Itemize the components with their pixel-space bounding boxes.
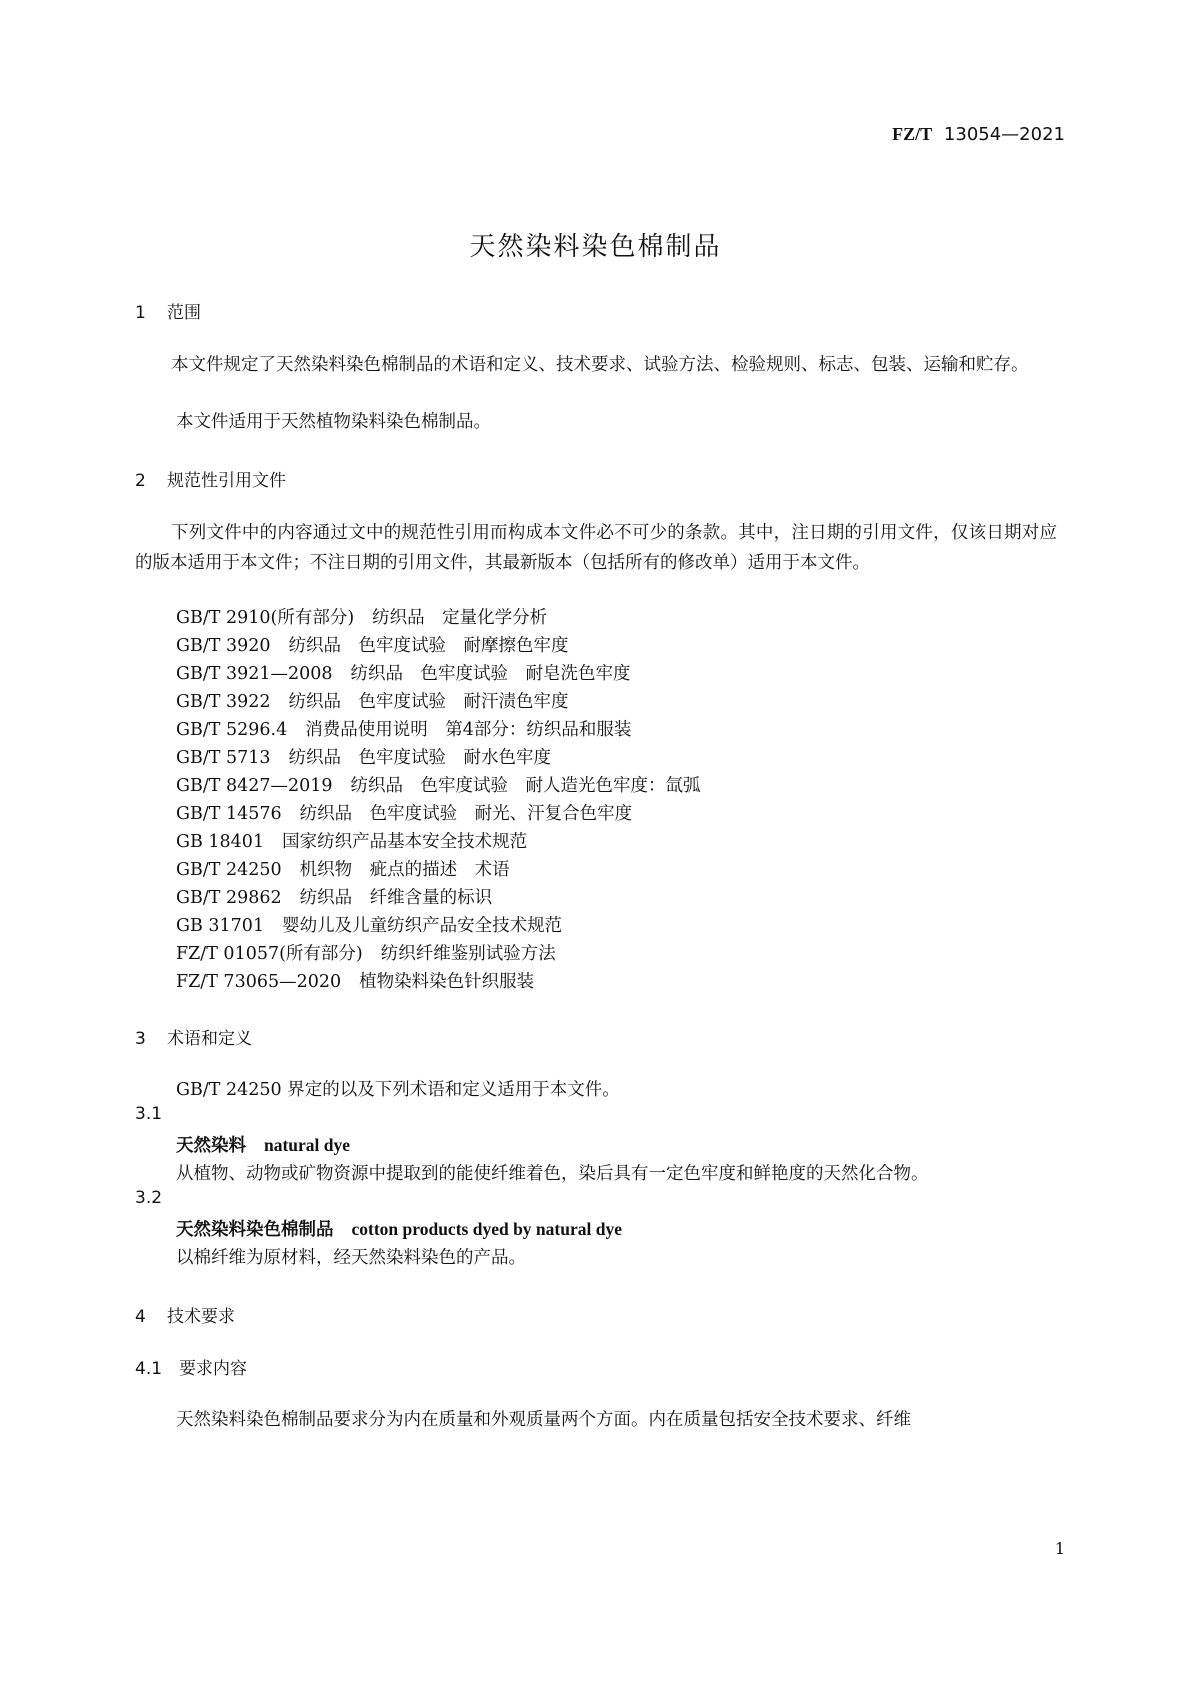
term-heading	[176, 1216, 622, 1241]
section-number: 3	[135, 1029, 146, 1049]
reference-title: 国家纺织产品基本安全技术规范	[282, 832, 528, 852]
reference-code: GB 31701	[176, 916, 265, 936]
term-definition: 以棉纤维为原材料，经天然染料染色的产品。	[176, 1248, 526, 1268]
term-definition: 从植物、动物或矿物资源中提取到的能使纤维着色，染后具有一定色牢度和鲜艳度的天然化合物。	[176, 1164, 929, 1184]
reference-code: GB/T 29862	[176, 888, 282, 908]
reference-code: GB/T 3921—2008	[176, 664, 333, 684]
document-title: 天然染料染色棉制品	[469, 232, 722, 262]
reference-code: FZ/T 73065—2020	[176, 972, 342, 992]
reference-item	[176, 884, 492, 909]
reference-item	[176, 800, 632, 825]
section-3-intro: GB/T 24250 界定的以及下列术语和定义适用于本文件。	[176, 1080, 620, 1100]
reference-title: 纺织品 色牢度试验 耐人造光色牢度：氙弧	[350, 776, 701, 796]
standard-number: 13054—2021	[943, 124, 1065, 145]
reference-item	[176, 856, 510, 881]
subsection-number: 4.1	[135, 1359, 163, 1379]
term-zh: 天然染料	[176, 1136, 246, 1156]
section-1-paragraph-1: 本文件规定了天然染料染色棉制品的术语和定义、技术要求、试验方法、检验规则、标志、包装、运输和贮存。	[171, 355, 1029, 375]
reference-title: 纺织品 色牢度试验 耐光、汗复合色牢度	[299, 804, 633, 824]
term-zh: 天然染料染色棉制品	[176, 1220, 334, 1240]
reference-item	[176, 688, 569, 713]
reference-title: 纺织品 定量化学分析	[372, 608, 548, 628]
section-1-paragraph-2: 本文件适用于天然植物染料染色棉制品。	[176, 412, 491, 432]
reference-item	[176, 632, 569, 657]
section-4-paragraph: 天然染料染色棉制品要求分为内在质量和外观质量两个方面。内在质量包括安全技术要求、纤维	[176, 1410, 911, 1430]
subsection-title: 要求内容	[179, 1359, 247, 1379]
reference-item	[176, 604, 547, 629]
term-en: cotton products dyed by natural dye	[351, 1219, 622, 1239]
reference-title: 纺织纤维鉴别试验方法	[380, 944, 556, 964]
reference-item	[176, 772, 701, 797]
reference-title: 消费品使用说明 第4部分：纺织品和服装	[305, 720, 632, 740]
reference-code: FZ/T 01057(所有部分)	[176, 944, 363, 964]
standard-prefix: FZ/T	[892, 124, 933, 144]
term-number: 3.2	[135, 1188, 163, 1208]
section-2-heading	[135, 466, 286, 491]
reference-item	[176, 912, 562, 937]
reference-code: GB/T 3922	[176, 692, 271, 712]
section-title: 技术要求	[167, 1307, 235, 1327]
section-title: 规范性引用文件	[167, 471, 286, 491]
reference-item	[176, 660, 631, 685]
reference-code: GB/T 14576	[176, 804, 282, 824]
section-number: 2	[135, 471, 146, 491]
reference-code: GB/T 2910(所有部分)	[176, 608, 355, 628]
reference-title: 机织物 疵点的描述 术语	[299, 860, 510, 880]
reference-code: GB/T 5713	[176, 748, 271, 768]
section-3-heading	[135, 1024, 252, 1049]
section-title: 术语和定义	[167, 1029, 252, 1049]
reference-item	[176, 744, 551, 769]
reference-title: 纺织品 纤维含量的标识	[299, 888, 493, 908]
section-title: 范围	[167, 303, 201, 323]
section-number: 1	[135, 303, 146, 323]
reference-title: 纺织品 色牢度试验 耐水色牢度	[288, 748, 552, 768]
section-2-intro: 下列文件中的内容通过文中的规范性引用而构成本文件必不可少的条款。其中，注日期的引用文件，仅该日期对应的版本适用于本文件；不注日期的引用文件，其最新版本（包括所有的修改单）适用于本文件。	[135, 523, 1057, 573]
reference-code: GB/T 24250	[176, 860, 282, 880]
reference-code: GB/T 5296.4	[176, 720, 288, 740]
term-en: natural dye	[264, 1135, 351, 1155]
reference-item	[176, 828, 527, 853]
section-4-heading	[135, 1302, 235, 1327]
term-number: 3.1	[135, 1104, 163, 1124]
reference-title: 婴幼儿及儿童纺织产品安全技术规范	[282, 916, 563, 936]
section-1-heading	[135, 298, 201, 323]
subsection-4-1-heading	[135, 1354, 247, 1379]
reference-title: 纺织品 色牢度试验 耐皂洗色牢度	[350, 664, 631, 684]
reference-code: GB 18401	[176, 832, 265, 852]
reference-title: 植物染料染色针织服装	[359, 972, 535, 992]
reference-code: GB/T 8427—2019	[176, 776, 333, 796]
term-heading	[176, 1132, 350, 1157]
reference-item	[176, 940, 556, 965]
reference-code: GB/T 3920	[176, 636, 271, 656]
reference-title: 纺织品 色牢度试验 耐汗渍色牢度	[288, 692, 569, 712]
standard-code	[892, 124, 1065, 145]
page-number: 1	[1054, 1539, 1065, 1558]
reference-item	[176, 968, 534, 993]
section-number: 4	[135, 1307, 146, 1327]
reference-title: 纺织品 色牢度试验 耐摩擦色牢度	[288, 636, 569, 656]
reference-item	[176, 716, 631, 741]
